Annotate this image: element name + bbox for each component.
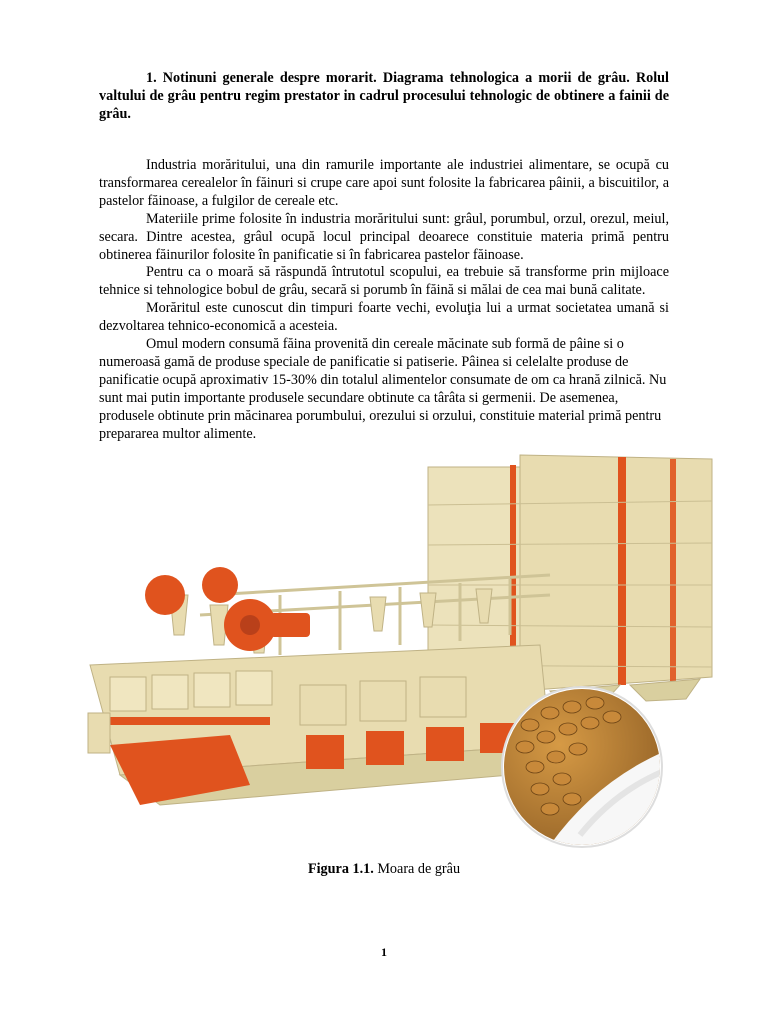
paragraph: Materiile prime folosite în industria morăritului sunt: grâul, porumbul, orzul, orezul, meiul, secara. Dintre acestea, grâul ocupă locul principal deoarece constituie materia primă pentru obtinerea făinurilor folosite în panificatie si în fabricarea pastelor făinoase.	[99, 210, 669, 263]
roller-mills	[88, 645, 550, 805]
wheat-mill-figure	[80, 445, 720, 850]
body-text	[99, 157, 669, 444]
page-number: 1	[381, 945, 387, 959]
figure-caption	[0, 861, 768, 878]
paragraph: Pentru ca o moară să răspundă întrutotul scopului, ea trebuie să transforme prin mijloace tehnice si tehnologice bobul de grâu, secară si porumb în făină si mălai de cea mai bună calitate.	[99, 264, 669, 299]
paragraph: Omul modern consumă făina provenită din cereale măcinate sub formă de pâine si o numeroasă gamă de produse speciale de panificatie si patiserie. Pâinea si celelalte produse de panificatie ocupă aproximativ 15-30% din totalul alimentelor consumate de om ca hrană zilnică. Nu sunt mai putin importante produsele secundare obtinute ca târâta si germenii. De asemenea, produsele obtinute prin măcinarea porumbului, orezului si orzului, constituie material primă pentru prepararea multor alimente.	[99, 336, 667, 442]
grain-flour-inset	[500, 685, 680, 850]
paragraph: Industria morăritului, una din ramurile importante ale industriei alimentare, se ocupă cu transformarea cerealelor în făinuri si crupe care apoi sunt folosite la fabricarea pâinii, a biscuitilor, a pastelor făinoase, a fulgilor de cereale etc.	[99, 157, 669, 209]
section-heading: 1. Notinuni generale despre morarit. Diagrama tehnologica a morii de grâu. Rolul valtului de grâu pentru regim prestator in cadrul procesului tehnologic de obtinere a fainii de grâu.	[99, 70, 669, 122]
figure-caption-text: Moara de grâu	[377, 861, 461, 877]
paragraph: Morăritul este cunoscut din timpuri foarte vechi, evoluţia lui a urmat societatea umană si dezvoltarea tehnico-economică a acesteia.	[99, 300, 669, 335]
figure-label: Figura 1.1.	[307, 861, 374, 877]
wheat-mill-illustration	[80, 445, 720, 850]
